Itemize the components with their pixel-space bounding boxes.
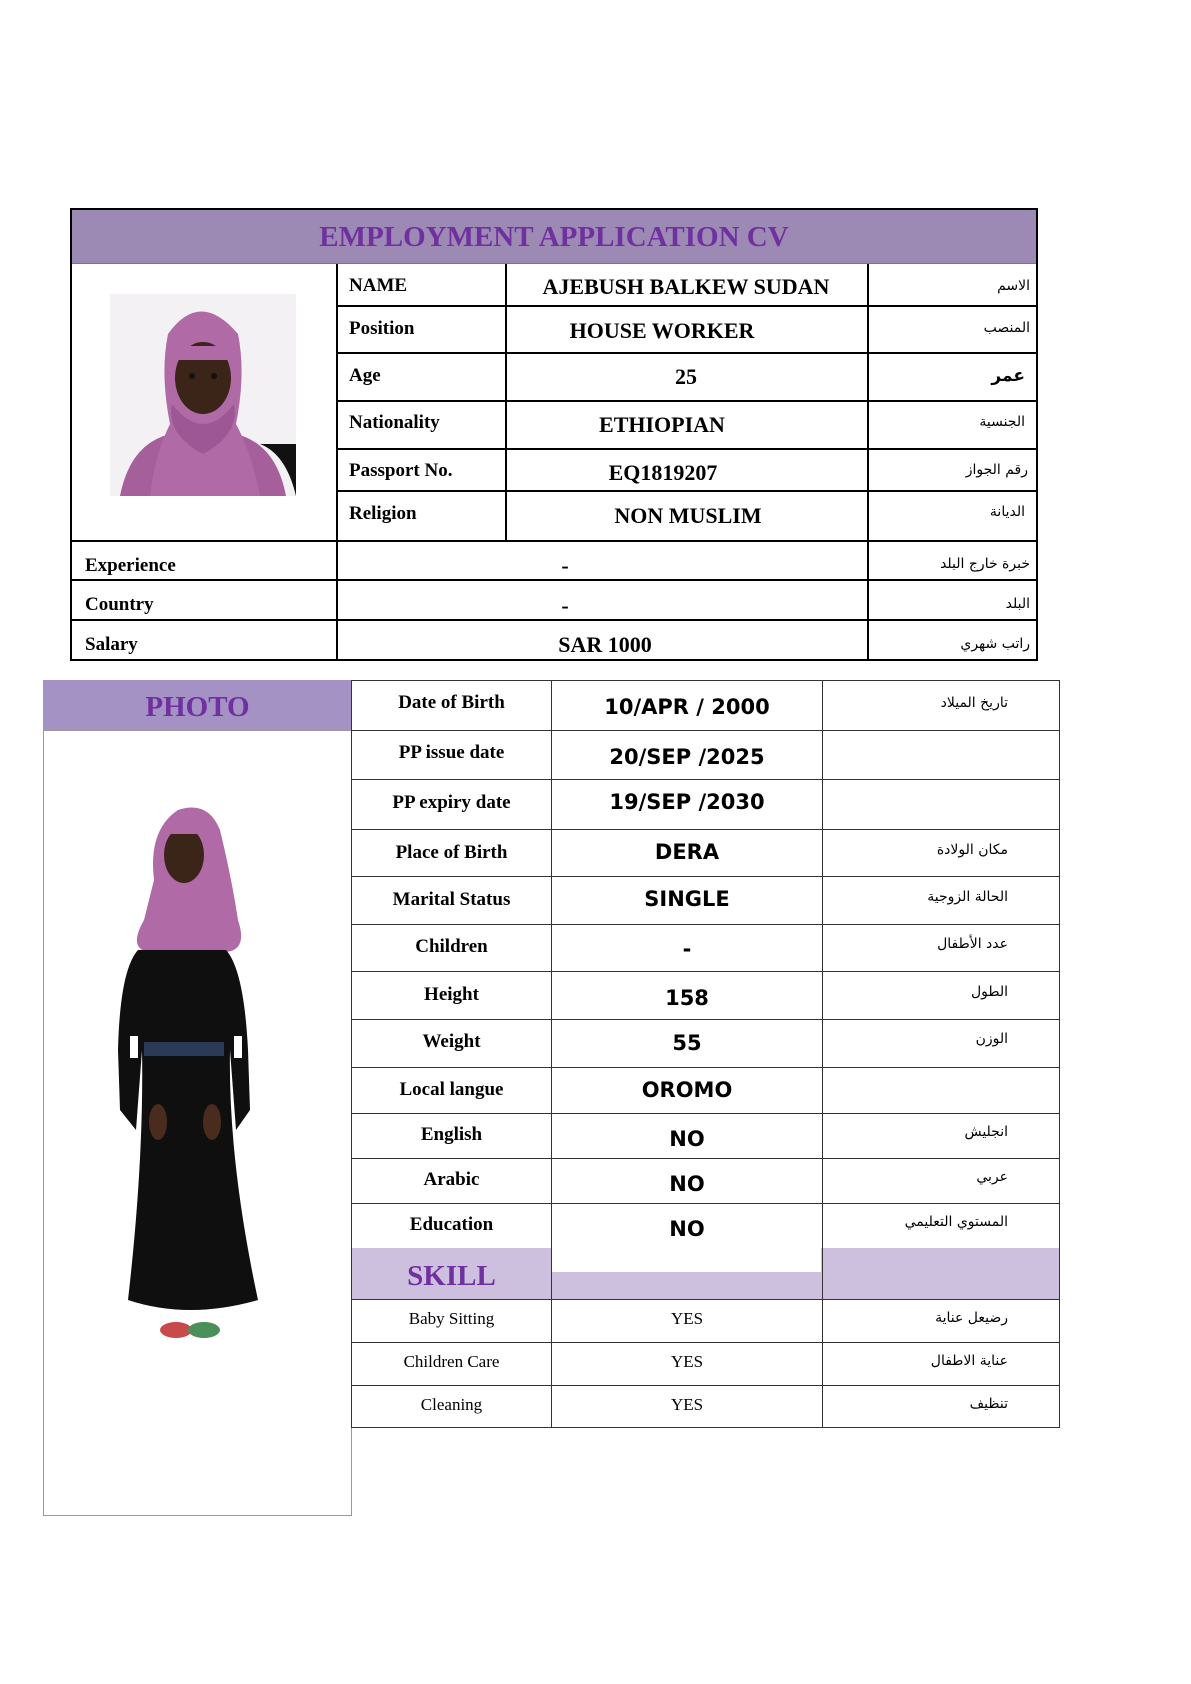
nationality-arabic: الجنسية	[979, 414, 1025, 430]
education-label: Education	[409, 1214, 494, 1235]
dob-label: Date of Birth	[398, 692, 505, 713]
divider	[70, 579, 1038, 581]
country-arabic: البلد	[1005, 596, 1030, 612]
salary-arabic: راتب شهري	[960, 636, 1030, 652]
place-of-birth-arabic: مكان الولادة	[936, 842, 1008, 858]
age-value: 25	[675, 364, 697, 389]
experience-arabic: خبرة خارج البلد	[940, 556, 1030, 572]
skill-baby-sitting-value: YES	[670, 1309, 704, 1328]
divider	[352, 1342, 1059, 1343]
dob-arabic: تاريخ الميلاد	[940, 695, 1008, 711]
salary-value: SAR 1000	[558, 632, 652, 657]
skill-children-care-label: Children Care	[403, 1352, 500, 1371]
dob-value: 10/APR / 2000	[604, 695, 770, 719]
divider	[352, 1299, 1059, 1300]
skill-baby-sitting-label: Baby Sitting	[408, 1309, 495, 1328]
position-value: HOUSE WORKER	[569, 318, 755, 343]
cv-title: EMPLOYMENT APPLICATION CV	[319, 221, 789, 253]
pp-issue-label: PP issue date	[398, 742, 505, 763]
experience-value: -	[561, 553, 569, 578]
english-value: NO	[669, 1127, 705, 1151]
arabic-label: Arabic	[423, 1169, 480, 1190]
divider	[336, 305, 1036, 307]
pp-issue-value: 20/SEP /2025	[609, 745, 765, 769]
marital-status-label: Marital Status	[392, 889, 511, 910]
weight-arabic: الوزن	[975, 1031, 1008, 1047]
experience-label: Experience	[85, 555, 176, 576]
marital-status-arabic: الحالة الزوجية	[927, 889, 1008, 905]
name-arabic: الاسم	[997, 278, 1030, 294]
divider	[70, 540, 1038, 542]
education-arabic: المستوي التعليمي	[904, 1214, 1008, 1230]
country-label: Country	[85, 594, 154, 615]
name-label: NAME	[349, 275, 408, 296]
children-value: -	[682, 937, 692, 961]
divider	[336, 490, 1036, 492]
religion-arabic: الديانة	[989, 504, 1025, 520]
english-arabic: انجليش	[964, 1124, 1008, 1140]
divider	[336, 448, 1036, 450]
religion-label: Religion	[349, 503, 417, 524]
divider	[352, 730, 1059, 731]
passport-value: EQ1819207	[608, 460, 718, 485]
pp-expiry-label: PP expiry date	[392, 792, 511, 813]
age-label: Age	[349, 365, 381, 386]
pp-expiry-value: 19/SEP /2030	[609, 790, 765, 814]
divider	[352, 924, 1059, 925]
height-label: Height	[424, 984, 479, 1005]
divider	[72, 263, 1036, 264]
local-language-value: OROMO	[641, 1078, 733, 1102]
height-arabic: الطول	[970, 984, 1008, 1000]
divider	[336, 352, 1036, 354]
passport-label: Passport No.	[349, 460, 453, 481]
nationality-label: Nationality	[349, 412, 440, 433]
divider	[551, 1248, 552, 1299]
divider	[352, 1019, 1059, 1020]
age-arabic: عمر	[991, 366, 1025, 386]
skill-cleaning-arabic: تنظيف	[969, 1396, 1008, 1412]
children-label: Children	[415, 936, 488, 957]
weight-label: Weight	[422, 1031, 481, 1052]
divider	[352, 1385, 1059, 1386]
religion-value: NON MUSLIM	[614, 503, 762, 528]
divider	[822, 1248, 823, 1299]
headshot-photo	[110, 294, 296, 496]
education-value: NO	[669, 1217, 705, 1241]
local-language-label: Local langue	[399, 1079, 504, 1100]
position-arabic: المنصب	[983, 320, 1030, 336]
salary-label: Salary	[85, 634, 138, 655]
skill-band-blank	[552, 1248, 821, 1272]
marital-status-value: SINGLE	[644, 887, 730, 911]
height-value: 158	[665, 986, 709, 1010]
skill-cleaning-value: YES	[670, 1395, 704, 1414]
divider	[352, 1113, 1059, 1114]
place-of-birth-label: Place of Birth	[395, 842, 508, 863]
divider	[352, 1158, 1059, 1159]
english-label: English	[420, 1124, 483, 1145]
photo-title: PHOTO	[145, 691, 250, 723]
divider	[352, 971, 1059, 972]
children-arabic: عدد الأطفال	[937, 936, 1008, 952]
country-value: -	[561, 593, 569, 618]
arabic-arabic: عربي	[976, 1169, 1008, 1185]
place-of-birth-value: DERA	[654, 840, 720, 864]
divider	[867, 264, 869, 660]
arabic-value: NO	[669, 1172, 705, 1196]
divider	[70, 619, 1038, 621]
passport-arabic: رقم الجواز	[965, 462, 1028, 478]
divider	[336, 400, 1036, 402]
name-value: AJEBUSH BALKEW SUDAN	[542, 274, 830, 299]
weight-value: 55	[672, 1031, 702, 1055]
divider	[352, 779, 1059, 780]
divider	[352, 1203, 1059, 1204]
skill-baby-sitting-arabic: رضيعل عناية	[935, 1310, 1008, 1326]
divider	[336, 264, 338, 660]
divider	[352, 829, 1059, 830]
nationality-value: ETHIOPIAN	[599, 412, 725, 437]
full-body-photo	[108, 800, 268, 1350]
divider	[352, 1067, 1059, 1068]
divider	[352, 876, 1059, 877]
skill-cleaning-label: Cleaning	[420, 1395, 483, 1414]
skill-children-care-value: YES	[670, 1352, 704, 1371]
skill-title: SKILL	[407, 1260, 496, 1292]
position-label: Position	[349, 318, 415, 339]
skill-children-care-arabic: عناية الاطفال	[930, 1353, 1008, 1369]
